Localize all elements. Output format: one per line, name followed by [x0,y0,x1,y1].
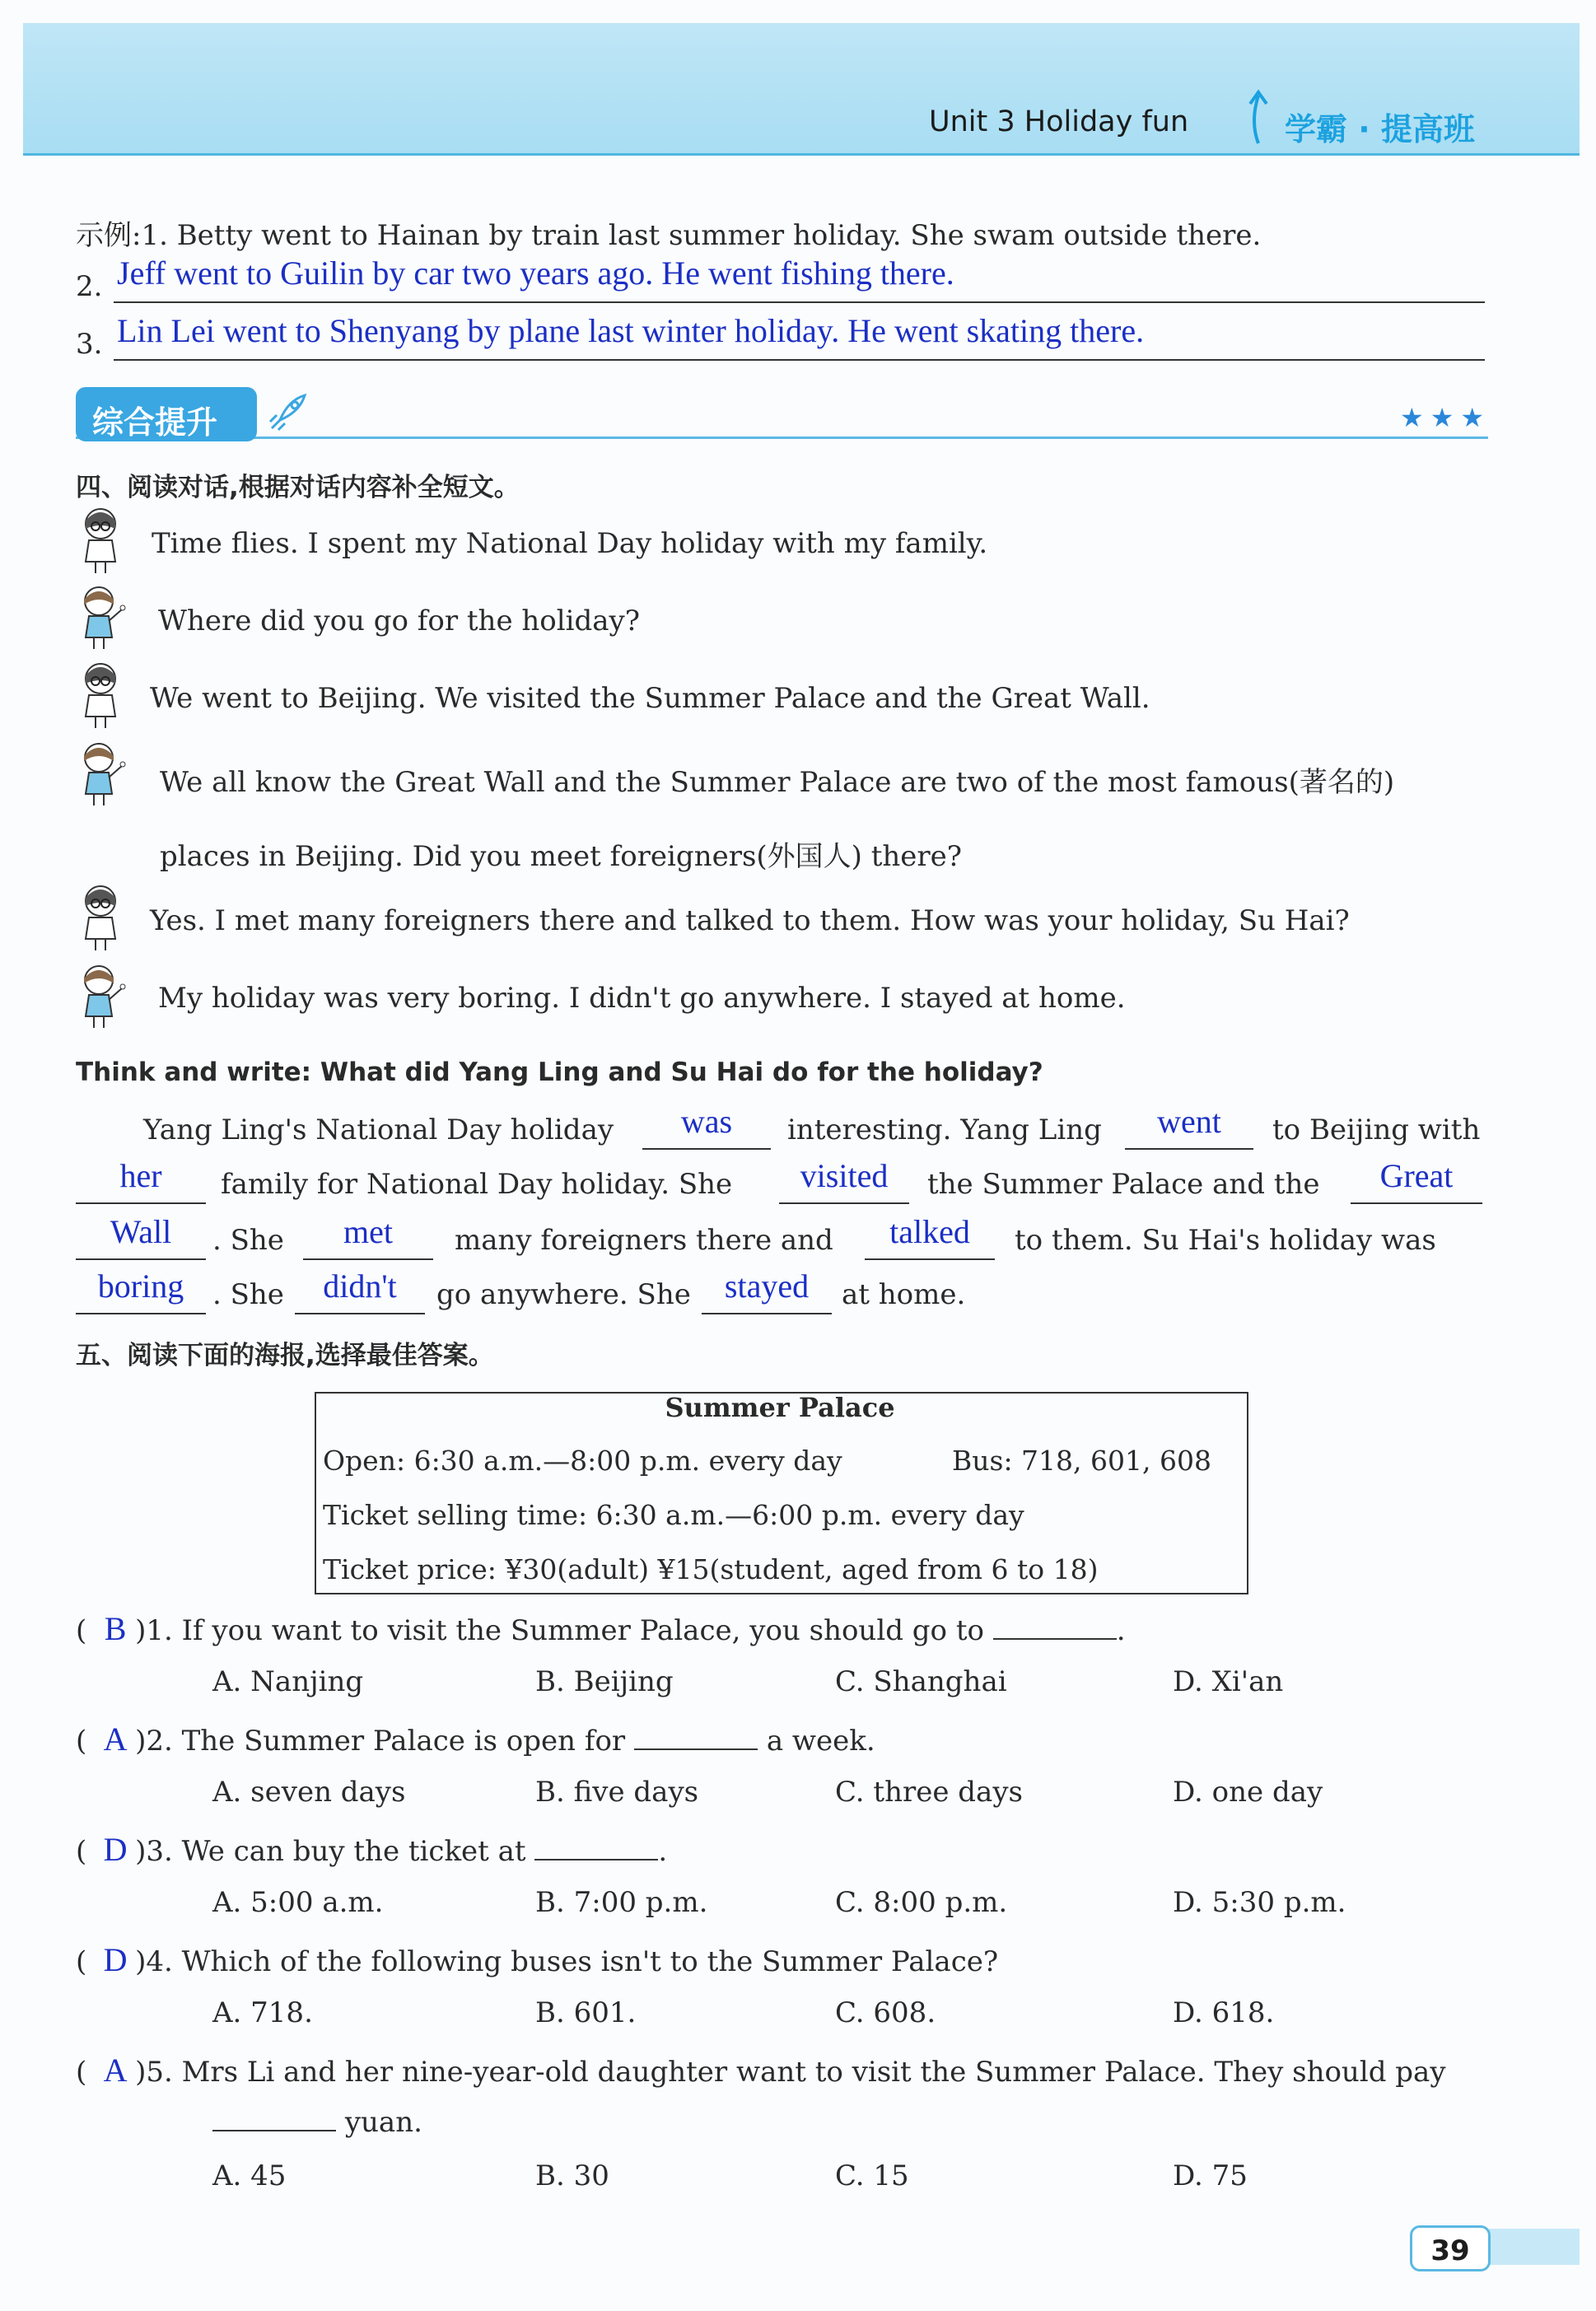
passage-text: to them. Su Hai's holiday was [1015,1224,1436,1257]
dialog-line: We all know the Great Wall and the Summer Palace are two of the most famous(著名的) [160,766,1395,799]
option: A. seven days [212,1776,406,1809]
answer-blank: her [76,1156,206,1204]
passage-text: go anywhere. She [436,1278,691,1311]
answer-blank: talked [865,1212,995,1260]
passage-text: . She [212,1224,284,1257]
option: A. 45 [212,2159,287,2192]
option: C. 608. [835,1996,936,2029]
question-5-tail: yuan. [212,2105,422,2139]
think-write-title: Think and write: What did Yang Ling and Su Hai do for the holiday? [76,1057,1043,1087]
dialog-line: Where did you go for the holiday? [158,605,640,637]
arrow-icon [1235,89,1281,147]
option: C. three days [835,1776,1023,1809]
girl-avatar-icon [76,738,127,807]
option: D. 618. [1173,1996,1275,2029]
question-4: ( D )4. Which of the following buses isn't to the Summer Palace? [76,1941,999,1978]
difficulty-stars: ★★★ [1400,402,1491,433]
page-number-box [1410,2225,1491,2271]
option: A. Nanjing [212,1665,364,1698]
brand-logo [1235,97,1532,147]
option: A. 718. [212,1996,313,2029]
section-5-title: 五、阅读下面的海报,选择最佳答案。 [76,1341,494,1370]
girl-avatar-icon [76,581,127,651]
example-line-2-num: 2. [76,270,103,303]
question-blank [534,1834,658,1860]
dialog-line: My holiday was very boring. I didn't go anywhere. I stayed at home. [158,982,1126,1015]
answer-blank: boring [76,1267,206,1314]
dialog-line: places in Beijing. Did you meet foreigners(外国人) there? [160,840,963,873]
question-blank [212,2105,336,2131]
passage-text: to Beijing with [1272,1113,1481,1146]
option: D. 5:30 p.m. [1173,1886,1346,1919]
option: B. 601. [535,1996,637,2029]
option: C. 8:00 p.m. [835,1886,1008,1919]
section-divider [76,437,1488,439]
answer-choice: A [103,1720,128,1758]
passage-text: family for National Day holiday. She [221,1168,733,1201]
answer-blank: met [303,1212,433,1260]
answer-blank: Great [1351,1156,1482,1204]
unit-title: Unit 3 Holiday fun [929,105,1189,138]
passage-text: Yang Ling's National Day holiday [143,1113,614,1146]
poster-bus: Bus: 718, 601, 608 [952,1445,1211,1477]
girl-avatar-icon [76,960,127,1029]
passage-text: many foreigners there and [455,1224,833,1257]
question-5: ( A )5. Mrs Li and her nine-year-old daughter want to visit the Summer Palace. They should pay [76,2052,1446,2089]
section-4-title: 四、阅读对话,根据对话内容补全短文。 [76,473,520,502]
answer-blank: visited [779,1156,909,1204]
question-blank [634,1724,758,1750]
example-line-1: 示例:1. Betty went to Hainan by train last summer holiday. She swam outside there. [76,219,1262,252]
page-number: 39 [1430,2234,1470,2267]
option: D. Xi'an [1173,1665,1284,1698]
answer-blank: Wall [76,1212,206,1260]
example-answer-3: Lin Lei went to Shenyang by plane last winter holiday. He went skating there. [117,312,1145,349]
section-banner [76,387,257,441]
answer-choice: D [103,1831,128,1868]
example-answer-2: Jeff went to Guilin by car two years ago. He went fishing there. [117,254,954,292]
question-3: ( D )3. We can buy the ticket at . [76,1831,668,1868]
page-number-tab [1489,2229,1580,2265]
passage-text: the Summer Palace and the [927,1168,1320,1201]
section-banner-text: 综合提升 [92,404,218,441]
poster-title: Summer Palace [665,1392,895,1423]
dialog-line: Yes. I met many foreigners there and talked to them. How was your holiday, Su Hai? [150,904,1350,937]
poster-ticket-price: Ticket price: ¥30(adult) ¥15(student, aged from 6 to 18) [323,1553,1099,1585]
question-2: ( A )2. The Summer Palace is open for a week. [76,1720,875,1758]
answer-choice: A [103,2052,128,2089]
answer-blank: didn't [295,1267,425,1314]
question-blank [993,1613,1117,1640]
header-divider [23,153,1580,156]
answer-blank: stayed [702,1267,832,1314]
rocket-icon [264,390,310,437]
poster-open: Open: 6:30 a.m.—8:00 p.m. every day [323,1445,842,1477]
passage-text: . She [212,1278,284,1311]
brand-text: 学霸 · 提高班 [1285,111,1475,147]
question-1: ( B )1. If you want to visit the Summer Palace, you should go to . [76,1610,1126,1647]
option: C. 15 [835,2159,909,2192]
dialog-line: We went to Beijing. We visited the Summer Palace and the Great Wall. [150,682,1150,715]
poster-ticket-time: Ticket selling time: 6:30 a.m.—6:00 p.m. every day [323,1499,1024,1531]
answer-blank: was [642,1102,771,1150]
option: A. 5:00 a.m. [212,1886,384,1919]
answer-choice: B [104,1610,127,1647]
example-line-3-num: 3. [76,328,103,361]
dialog-line: Time flies. I spent my National Day holiday with my family. [152,527,988,560]
option: B. 7:00 p.m. [535,1886,708,1919]
girl-avatar-icon [76,659,127,728]
passage-text: at home. [842,1278,966,1311]
option: B. 30 [535,2159,609,2192]
option: D. one day [1173,1776,1323,1809]
girl-avatar-icon [76,881,127,950]
option: B. five days [535,1776,699,1809]
answer-blank: went [1125,1102,1253,1150]
answer-choice: D [103,1941,128,1978]
option: C. Shanghai [835,1665,1007,1698]
passage-text: interesting. Yang Ling [787,1113,1102,1146]
girl-avatar-icon [76,504,127,573]
option: D. 75 [1173,2159,1248,2192]
option: B. Beijing [535,1665,674,1698]
